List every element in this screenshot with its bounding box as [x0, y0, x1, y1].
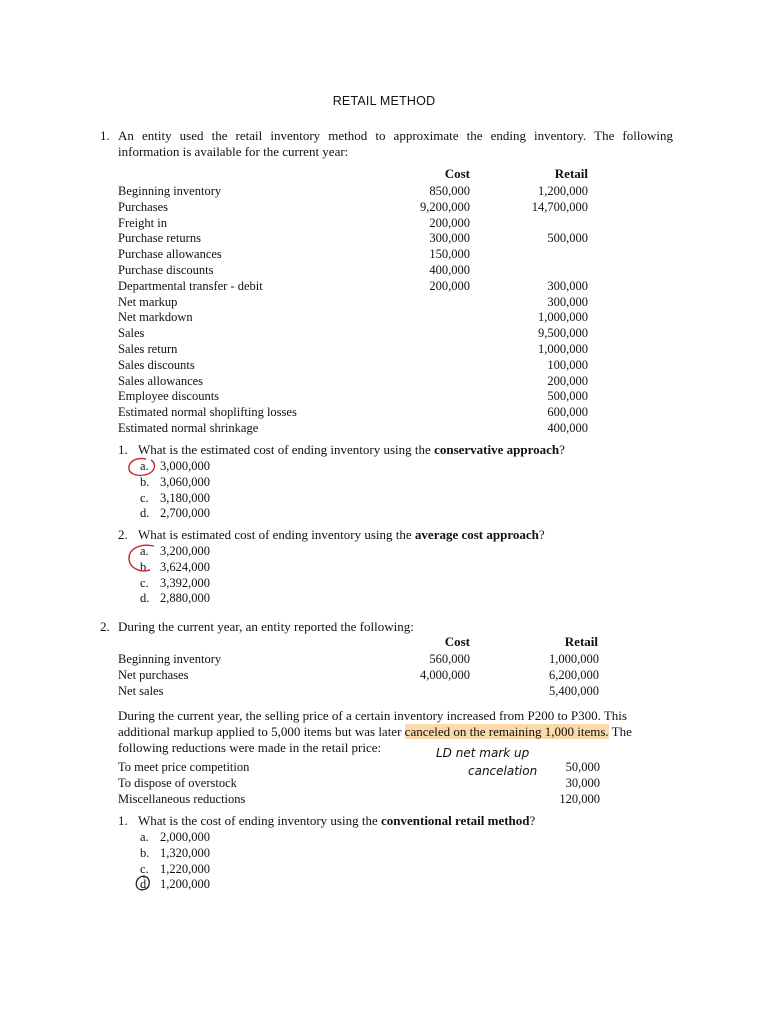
table-row-label: Sales — [118, 326, 145, 341]
retail-value: 400,000 — [547, 421, 588, 435]
q2-retail-header: Retail — [564, 634, 598, 649]
option-value: 1,220,000 — [160, 861, 210, 876]
table-row-label: Estimated normal shoplifting losses — [118, 405, 297, 420]
question-2-text: During the current year, an entity reported the following: — [118, 619, 414, 634]
retail-value: 100,000 — [547, 357, 588, 372]
reduction-value: 50,000 — [565, 760, 600, 774]
option-letter: b. — [140, 474, 150, 489]
reduction-label: Miscellaneous reductions — [118, 791, 246, 806]
option-letter: c. — [140, 490, 149, 505]
option-value: 3,392,000 — [160, 575, 210, 590]
reduction-value: 30,000 — [565, 775, 600, 790]
retail-value: 500,000 — [547, 231, 588, 246]
retail-value: 1,000,000 — [538, 342, 588, 356]
cost-value: 4,000,000 — [420, 667, 470, 682]
table-row-label: Sales return — [118, 342, 178, 356]
retail-value: 1,000,000 — [549, 652, 599, 666]
table-row-label: Net purchases — [118, 667, 189, 682]
retail-value: 300,000 — [547, 278, 588, 293]
retail-value: 9,500,000 — [538, 326, 588, 341]
table-row-label: Freight in — [118, 215, 167, 230]
option-value: 1,200,000 — [160, 877, 210, 892]
option-letter: c. — [140, 861, 149, 876]
answer-option — [140, 591, 210, 607]
q1-sub1-end: ? — [559, 442, 565, 457]
cost-value: 200,000 — [429, 278, 470, 293]
q2-para-2b: The — [608, 724, 632, 739]
q1-sub2-question — [118, 527, 545, 543]
cost-value: 300,000 — [429, 231, 470, 246]
cost-value: 850,000 — [429, 184, 470, 198]
q1-sub1-bold: conservative approach — [434, 442, 560, 457]
option-letter: d. — [140, 877, 150, 892]
table-row-label: Employee discounts — [118, 389, 220, 404]
answer-option — [140, 846, 210, 862]
option-value: 1,320,000 — [160, 845, 210, 860]
cost-value: 200,000 — [429, 215, 470, 230]
q1-sub2-text: What is estimated cost of ending inventory using the — [138, 527, 415, 542]
table-row-label: Net sales — [118, 683, 164, 698]
option-value: 3,000,000 — [160, 459, 210, 473]
q2-sub1-bold: conventional retail method — [380, 813, 530, 828]
table-row-label: Net markdown — [118, 310, 193, 325]
q2-para-2a: additional markup applied to 5,000 items but was later — [118, 724, 405, 739]
answer-option — [140, 491, 210, 507]
option-letter: a. — [140, 459, 149, 473]
q2-cost-header: Cost — [444, 634, 470, 649]
option-value: 2,700,000 — [160, 506, 210, 521]
retail-value: 600,000 — [547, 405, 588, 420]
reduction-label: To meet price competition — [118, 760, 250, 774]
reduction-value: 120,000 — [559, 791, 600, 806]
table-row-label: Sales discounts — [118, 357, 195, 372]
highlighted-text: canceled on the remaining 1,000 items. — [404, 724, 609, 739]
q2-sub1-text: What is the cost of ending inventory using the — [138, 813, 381, 828]
answer-option — [140, 506, 210, 522]
reduction-label: To dispose of overstock — [118, 775, 237, 790]
cost-value: 150,000 — [429, 247, 470, 262]
cost-value: 9,200,000 — [420, 199, 470, 214]
option-value: 3,624,000 — [160, 559, 210, 574]
table-row-label: Beginning inventory — [118, 184, 222, 198]
handwritten-note-2: cancelation — [468, 764, 538, 778]
answer-option — [140, 830, 210, 846]
option-value: 3,180,000 — [160, 490, 210, 505]
option-value: 2,000,000 — [160, 830, 210, 844]
q2-paragraph-line-2 — [118, 724, 673, 740]
q2-paragraph-line-3: following reductions were made in the retail price: — [118, 740, 382, 755]
retail-value: 14,700,000 — [531, 199, 588, 214]
table-row-label: Sales allowances — [118, 373, 204, 388]
option-value: 3,060,000 — [160, 474, 210, 489]
q1-sub2-bold: average cost approach — [414, 527, 539, 542]
table-row-label: Departmental transfer - debit — [118, 278, 263, 293]
cost-value: 560,000 — [429, 652, 470, 666]
q1-sub1-text: What is the estimated cost of ending inventory using the — [138, 442, 435, 457]
answer-circle-mark-q1-1 — [126, 456, 160, 478]
question-1-number: 1. — [100, 128, 110, 143]
option-letter: b. — [140, 845, 150, 860]
q1-sub1-question — [118, 442, 565, 458]
q1-sub2-number: 2. — [118, 527, 128, 542]
question-1-text: An entity used the retail inventory method to approximate the ending inventory. The following information is available for the current year: — [118, 128, 673, 159]
table-row-label: Beginning inventory — [118, 652, 222, 666]
q1-sub2-end: ? — [538, 527, 545, 542]
retail-value: 6,200,000 — [549, 667, 599, 682]
q2-paragraph — [118, 708, 673, 756]
table-row-label: Purchase allowances — [118, 247, 222, 262]
question-2-number: 2. — [100, 619, 110, 634]
cost-value: 400,000 — [429, 263, 470, 277]
table-row-label: Purchase returns — [118, 231, 201, 246]
table-row-label: Purchase discounts — [118, 263, 214, 277]
handwritten-note-1: LD net mark up — [436, 746, 530, 760]
option-value: 3,200,000 — [160, 544, 210, 558]
q2-sub1-end: ? — [529, 813, 536, 828]
retail-value: 500,000 — [547, 389, 588, 404]
answer-circle-mark-q1-2 — [126, 542, 162, 578]
retail-value: 1,200,000 — [538, 184, 588, 198]
q2-paragraph-line-1: During the current year, the selling price of a certain inventory increased from P200 to P300. This — [118, 708, 627, 723]
retail-value: 300,000 — [547, 294, 588, 309]
table-row-label: Purchases — [118, 199, 168, 214]
q1-retail-header: Retail — [554, 166, 588, 181]
table-row-label: Estimated normal shrinkage — [118, 421, 259, 435]
option-letter: a. — [140, 830, 149, 844]
option-letter: b. — [140, 559, 150, 574]
q2-sub1-question — [118, 813, 535, 829]
option-letter: a. — [140, 544, 149, 558]
q1-sub1-number: 1. — [118, 442, 128, 457]
table-row-label: Net markup — [118, 294, 178, 309]
retail-value: 5,400,000 — [549, 683, 599, 698]
option-letter: d. — [140, 591, 150, 606]
page-title: RETAIL METHOD — [332, 94, 436, 108]
q1-cost-header: Cost — [444, 166, 470, 181]
answer-circle-mark-q2-1 — [133, 873, 155, 893]
option-letter: d. — [140, 506, 150, 521]
option-value: 2,880,000 — [160, 591, 210, 606]
q2-sub1-number: 1. — [118, 813, 128, 828]
retail-value: 1,000,000 — [538, 310, 588, 325]
option-letter: c. — [140, 575, 149, 590]
retail-value: 200,000 — [547, 373, 588, 388]
